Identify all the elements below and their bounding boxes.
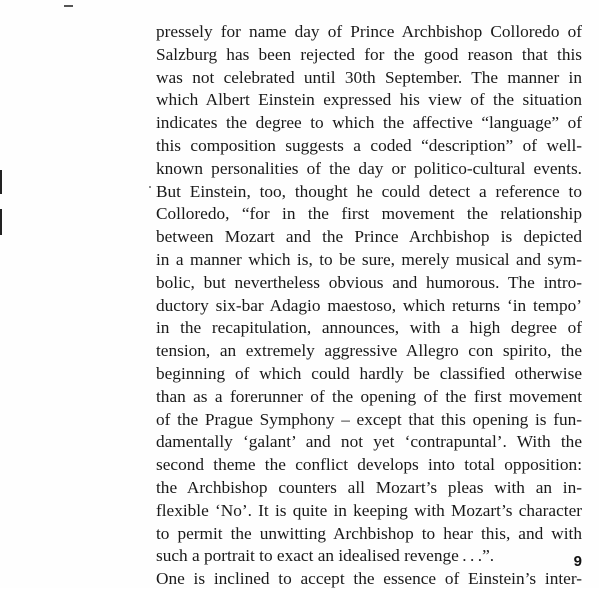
- page-number: 9: [573, 553, 582, 570]
- text-line: of the Prague Symphony – except that this opening is fun-: [156, 409, 582, 429]
- scan-mark: [64, 5, 73, 7]
- text-line: to permit the unwitting Archbishop to hear this, and with: [156, 523, 582, 543]
- scan-edge-mark: [0, 209, 2, 235]
- text-line: the Archbishop counters all Mozart’s pleas with an in-: [156, 477, 582, 497]
- text-line: this composition suggests a coded “description” of well-: [156, 135, 582, 155]
- body-text: [156, 21, 582, 591]
- text-line: which Albert Einstein expressed his view of the situation: [156, 90, 582, 110]
- text-line: Colloredo, “for in the first movement the relationship: [156, 204, 582, 224]
- text-line: But Einstein, too, thought he could detect a reference to: [156, 181, 582, 201]
- text-line: indicates the degree to which the affective “language” of: [156, 113, 582, 133]
- text-line: known personalities of the day or politico-cultural events.: [156, 158, 582, 178]
- text-line: ductory six-bar Adagio maestoso, which returns ‘in tempo’: [156, 295, 582, 315]
- text-line: in a manner which is, to be sure, merely musical and sym-: [156, 249, 582, 269]
- text-line: damentally ‘galant’ and not yet ‘contrapuntal’. With the: [156, 432, 582, 452]
- text-line: tension, an extremely aggressive Allegro con spirito, the: [156, 341, 582, 361]
- scan-speck: [149, 186, 151, 188]
- text-line: flexible ‘No’. It is quite in keeping with Mozart’s character: [156, 500, 582, 520]
- scan-edge-mark: [0, 170, 2, 194]
- text-line: pressely for name day of Prince Archbishop Colloredo of: [156, 22, 582, 41]
- text-line: between Mozart and the Prince Archbishop is depicted: [156, 227, 582, 247]
- text-line: beginning of which could hardly be classified otherwise: [156, 363, 582, 383]
- text-line: second theme the conflict develops into total opposition:: [156, 455, 582, 475]
- text-line: bolic, but nevertheless obvious and humorous. The intro-: [156, 272, 582, 292]
- text-line: in the recapitulation, announces, with a high degree of: [156, 318, 582, 338]
- text-line: Salzburg has been rejected for the good reason that this: [156, 44, 582, 64]
- text-line: such a portrait to exact an idealised revenge . . .”.: [156, 546, 495, 566]
- text-line: was not celebrated until 30th September. The manner in: [156, 67, 582, 87]
- text-line: than as a forerunner of the opening of the first movement: [156, 386, 582, 406]
- text-line: One is inclined to accept the essence of Einstein’s inter-: [156, 569, 582, 589]
